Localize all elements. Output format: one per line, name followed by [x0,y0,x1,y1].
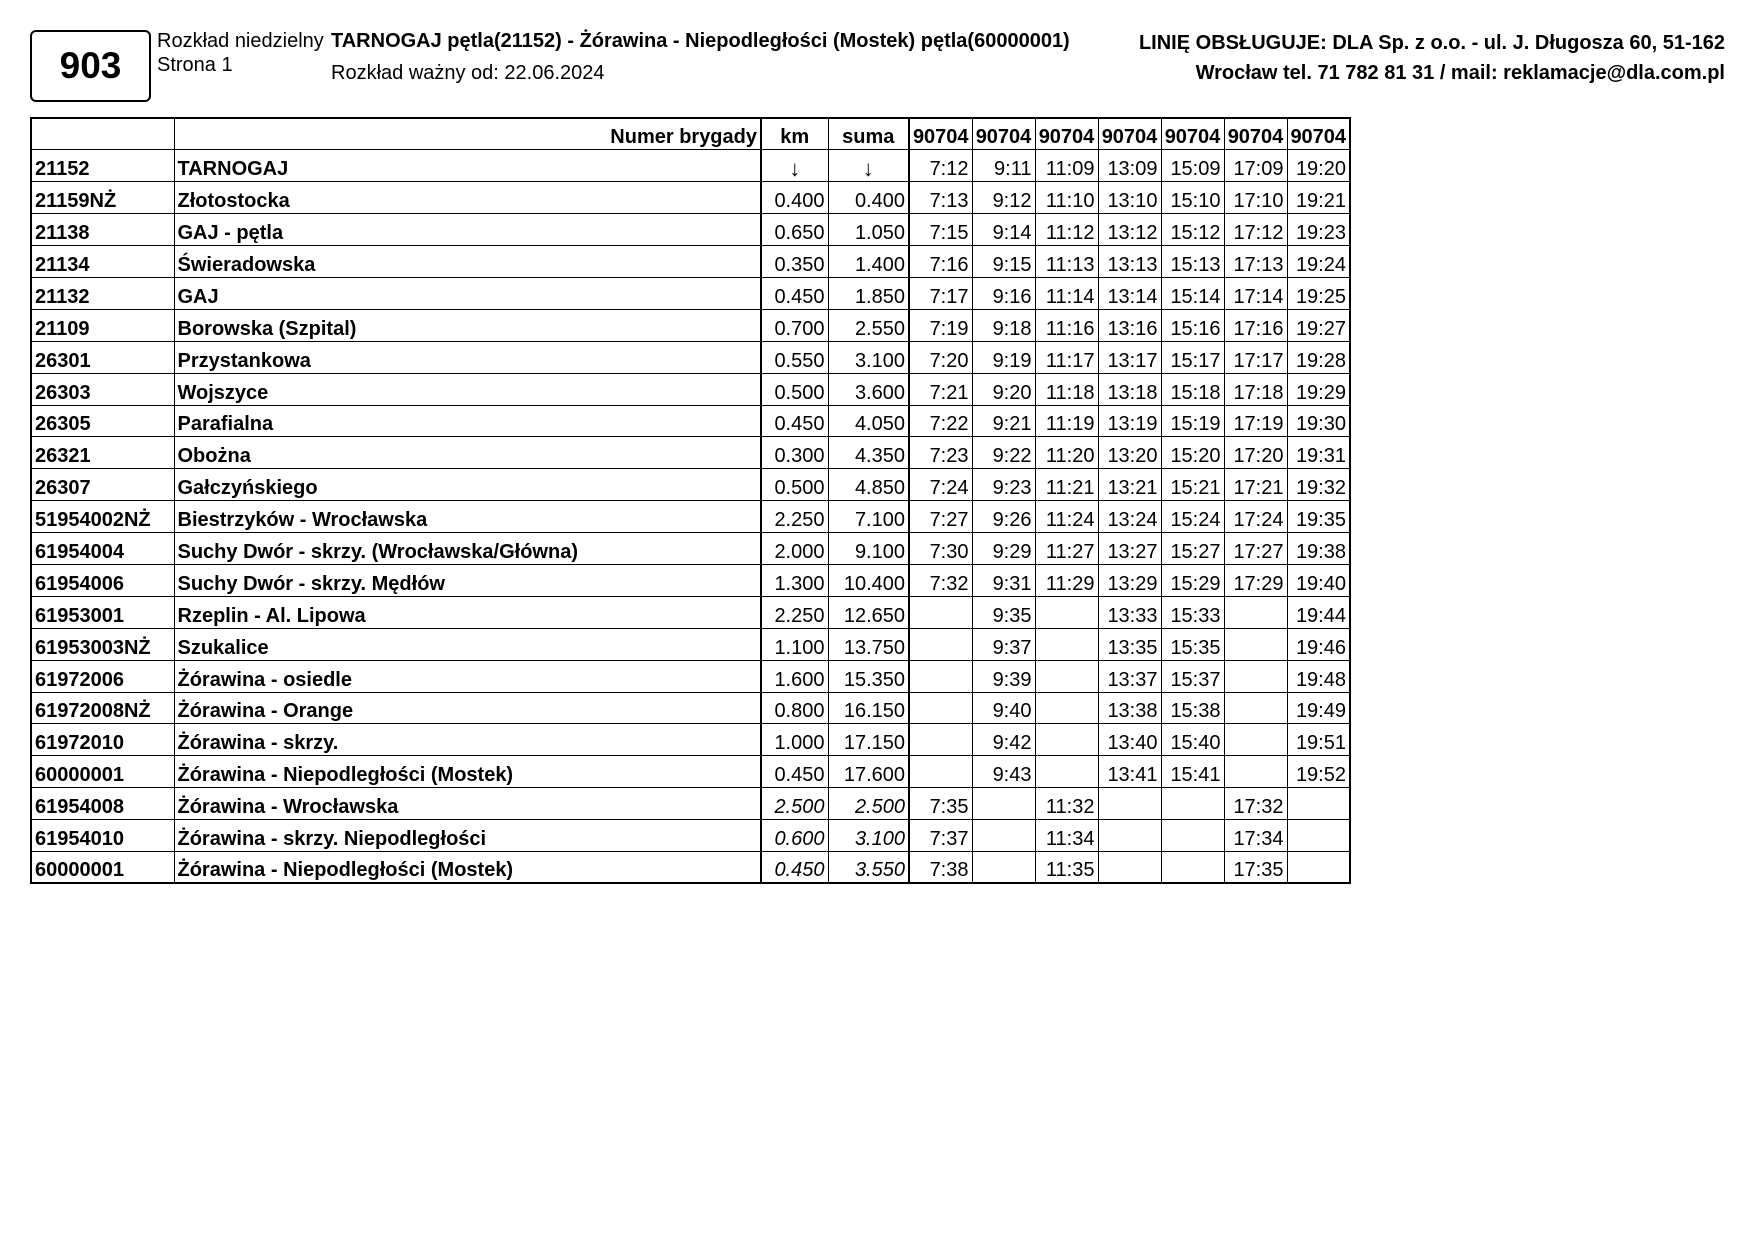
departure-time: 9:31 [972,564,1035,596]
distance-sum: 2.550 [828,309,909,341]
departure-time: 7:13 [909,182,972,214]
departure-time: 11:12 [1035,214,1098,246]
departure-time [1224,628,1287,660]
departure-time [1035,628,1098,660]
departure-time: 17:32 [1224,788,1287,820]
distance-km: 1.100 [761,628,828,660]
departure-time: 7:24 [909,469,972,501]
departure-time: 17:13 [1224,246,1287,278]
table-row [31,501,1350,533]
stop-code: 26321 [31,437,174,469]
stop-name: Szukalice [174,628,761,660]
departure-time: 9:26 [972,501,1035,533]
distance-km: 0.800 [761,692,828,724]
departure-time: 17:09 [1224,150,1287,182]
distance-sum: 4.350 [828,437,909,469]
stop-code: 26305 [31,405,174,437]
departure-time: 15:41 [1161,756,1224,788]
departure-time [1224,692,1287,724]
distance-sum: 1.850 [828,277,909,309]
departure-time: 19:49 [1287,692,1350,724]
brigade-number: 90704 [1287,118,1350,150]
distance-sum: 2.500 [828,788,909,820]
departure-time: 9:11 [972,150,1035,182]
departure-time: 11:16 [1035,309,1098,341]
departure-time: 13:20 [1098,437,1161,469]
distance-km: 0.500 [761,373,828,405]
departure-time: 7:35 [909,788,972,820]
stop-name: TARNOGAJ [174,150,761,182]
table-row [31,724,1350,756]
departure-time: 13:21 [1098,469,1161,501]
distance-sum: 9.100 [828,533,909,565]
stop-name: Żórawina - skrzy. [174,724,761,756]
stop-name: Biestrzyków - Wrocławska [174,501,761,533]
brigade-number: 90704 [1224,118,1287,150]
stop-code: 51954002NŻ [31,501,174,533]
departure-time: 7:16 [909,246,972,278]
line-number: 903 [59,45,122,86]
stop-code: 26303 [31,373,174,405]
departure-time: 13:40 [1098,724,1161,756]
departure-time: 7:12 [909,150,972,182]
departure-time [1035,660,1098,692]
table-row [31,851,1350,883]
table-row [31,309,1350,341]
stop-name: Borowska (Szpital) [174,309,761,341]
departure-time: 11:17 [1035,341,1098,373]
distance-km: 0.450 [761,851,828,883]
brigade-number: 90704 [1161,118,1224,150]
departure-time [909,660,972,692]
departure-time: 19:40 [1287,564,1350,596]
stop-name: Żórawina - skrzy. Niepodległości [174,820,761,852]
departure-time: 15:12 [1161,214,1224,246]
stop-code: 26307 [31,469,174,501]
departure-time: 15:33 [1161,596,1224,628]
distance-sum: 16.150 [828,692,909,724]
departure-time: 17:10 [1224,182,1287,214]
brigade-number: 90704 [1098,118,1161,150]
down-arrow-icon: ↓ [828,150,909,182]
departure-time [1224,724,1287,756]
stop-name: GAJ [174,277,761,309]
departure-time: 13:19 [1098,405,1161,437]
brigade-number-label: Numer brygady [174,118,761,150]
departure-time: 15:17 [1161,341,1224,373]
departure-time: 11:13 [1035,246,1098,278]
departure-time: 15:38 [1161,692,1224,724]
departure-time: 15:37 [1161,660,1224,692]
departure-time: 15:27 [1161,533,1224,565]
km-column-header: km [761,118,828,150]
departure-time: 17:17 [1224,341,1287,373]
stop-code: 21152 [31,150,174,182]
distance-km: 0.650 [761,214,828,246]
header-blank [31,118,174,150]
departure-time: 17:21 [1224,469,1287,501]
departure-time: 19:25 [1287,277,1350,309]
table-row [31,341,1350,373]
departure-time: 17:20 [1224,437,1287,469]
distance-km: 0.450 [761,277,828,309]
stop-name: Żórawina - Niepodległości (Mostek) [174,851,761,883]
distance-km: 0.550 [761,341,828,373]
departure-time: 19:31 [1287,437,1350,469]
departure-time: 19:27 [1287,309,1350,341]
departure-time [972,820,1035,852]
departure-time: 7:21 [909,373,972,405]
departure-time [1224,660,1287,692]
departure-time: 13:41 [1098,756,1161,788]
departure-time: 11:18 [1035,373,1098,405]
distance-km: 1.300 [761,564,828,596]
stop-name: Złotostocka [174,182,761,214]
departure-time [1161,851,1224,883]
brigade-number: 90704 [1035,118,1098,150]
table-row [31,756,1350,788]
table-row [31,628,1350,660]
distance-km: 0.500 [761,469,828,501]
table-row [31,182,1350,214]
departure-time: 19:28 [1287,341,1350,373]
distance-sum: 15.350 [828,660,909,692]
departure-time: 13:10 [1098,182,1161,214]
departure-time: 17:35 [1224,851,1287,883]
departure-time: 11:09 [1035,150,1098,182]
departure-time: 13:35 [1098,628,1161,660]
distance-km: 0.350 [761,246,828,278]
stop-code: 21134 [31,246,174,278]
distance-sum: 3.550 [828,851,909,883]
departure-time: 19:32 [1287,469,1350,501]
distance-sum: 3.100 [828,820,909,852]
distance-km: 0.300 [761,437,828,469]
departure-time: 13:38 [1098,692,1161,724]
departure-time: 7:38 [909,851,972,883]
departure-time [909,692,972,724]
departure-time: 17:24 [1224,501,1287,533]
departure-time: 17:34 [1224,820,1287,852]
departure-time: 15:35 [1161,628,1224,660]
brigade-number: 90704 [972,118,1035,150]
departure-time: 19:30 [1287,405,1350,437]
departure-time: 13:14 [1098,277,1161,309]
distance-km: 0.700 [761,309,828,341]
departure-time: 11:14 [1035,277,1098,309]
distance-sum: 1.400 [828,246,909,278]
departure-time: 7:23 [909,437,972,469]
departure-time: 9:18 [972,309,1035,341]
departure-time: 17:18 [1224,373,1287,405]
distance-km: 2.500 [761,788,828,820]
table-row [31,373,1350,405]
departure-time: 7:37 [909,820,972,852]
departure-time [909,596,972,628]
departure-time: 11:10 [1035,182,1098,214]
departure-time [1035,756,1098,788]
departure-time: 9:16 [972,277,1035,309]
departure-time: 13:09 [1098,150,1161,182]
distance-km: 0.450 [761,756,828,788]
stop-code: 21132 [31,277,174,309]
table-row [31,437,1350,469]
departure-time [909,756,972,788]
departure-time [909,628,972,660]
departure-time: 11:32 [1035,788,1098,820]
departure-time: 17:16 [1224,309,1287,341]
departure-time: 19:46 [1287,628,1350,660]
table-row [31,533,1350,565]
departure-time: 15:40 [1161,724,1224,756]
operator-info-line1: LINIĘ OBSŁUGUJE: DLA Sp. z o.o. - ul. J. Długosza 60, 51-162 [1138,32,1725,54]
stop-name: Żórawina - Wrocławska [174,788,761,820]
stop-name: Suchy Dwór - skrzy. (Wrocławska/Główna) [174,533,761,565]
stop-name: Obożna [174,437,761,469]
departure-time: 9:35 [972,596,1035,628]
distance-sum: 13.750 [828,628,909,660]
departure-time: 15:16 [1161,309,1224,341]
stop-name: Świeradowska [174,246,761,278]
distance-km: 0.600 [761,820,828,852]
stop-code: 21109 [31,309,174,341]
stop-code: 61954004 [31,533,174,565]
stop-name: Gałczyńskiego [174,469,761,501]
distance-sum: 10.400 [828,564,909,596]
departure-time: 17:27 [1224,533,1287,565]
stop-code: 26301 [31,341,174,373]
departure-time: 9:40 [972,692,1035,724]
distance-sum: 1.050 [828,214,909,246]
departure-time: 7:32 [909,564,972,596]
table-row [31,820,1350,852]
departure-time: 7:27 [909,501,972,533]
table-header-row [31,118,1350,150]
departure-time: 9:23 [972,469,1035,501]
departure-time [1224,756,1287,788]
distance-sum: 3.100 [828,341,909,373]
departure-time [1224,596,1287,628]
table-row [31,692,1350,724]
distance-km: 2.000 [761,533,828,565]
departure-time: 9:20 [972,373,1035,405]
stop-code: 61972010 [31,724,174,756]
departure-time: 15:29 [1161,564,1224,596]
departure-time [909,724,972,756]
stop-code: 61953003NŻ [31,628,174,660]
departure-time: 13:12 [1098,214,1161,246]
distance-sum: 0.400 [828,182,909,214]
departure-time: 11:34 [1035,820,1098,852]
departure-time: 13:37 [1098,660,1161,692]
departure-time [1098,851,1161,883]
distance-sum: 17.600 [828,756,909,788]
distance-km: 2.250 [761,501,828,533]
table-row [31,660,1350,692]
stop-code: 61954006 [31,564,174,596]
departure-time: 9:43 [972,756,1035,788]
stop-code: 61954008 [31,788,174,820]
departure-time: 13:18 [1098,373,1161,405]
table-row [31,405,1350,437]
departure-time: 9:22 [972,437,1035,469]
distance-sum: 4.850 [828,469,909,501]
departure-time: 15:20 [1161,437,1224,469]
table-row [31,596,1350,628]
departure-time: 15:13 [1161,246,1224,278]
departure-time [1287,851,1350,883]
departure-time: 13:16 [1098,309,1161,341]
table-row [31,150,1350,182]
departure-time: 9:19 [972,341,1035,373]
stop-name: Rzeplin - Al. Lipowa [174,596,761,628]
departure-time [1161,820,1224,852]
distance-km: 1.600 [761,660,828,692]
stop-name: Żórawina - osiedle [174,660,761,692]
stop-code: 61953001 [31,596,174,628]
departure-time: 15:18 [1161,373,1224,405]
distance-sum: 4.050 [828,405,909,437]
stop-code: 21138 [31,214,174,246]
departure-time: 9:12 [972,182,1035,214]
line-number-badge [30,30,151,102]
stop-code: 60000001 [31,756,174,788]
table-row [31,564,1350,596]
distance-km: 0.450 [761,405,828,437]
departure-time: 19:24 [1287,246,1350,278]
departure-time: 19:20 [1287,150,1350,182]
departure-time: 19:52 [1287,756,1350,788]
departure-time: 7:30 [909,533,972,565]
departure-time [1287,820,1350,852]
sum-column-header: suma [828,118,909,150]
departure-time: 9:15 [972,246,1035,278]
departure-time: 19:38 [1287,533,1350,565]
departure-time: 15:10 [1161,182,1224,214]
departure-time: 7:22 [909,405,972,437]
departure-time: 15:09 [1161,150,1224,182]
distance-sum: 17.150 [828,724,909,756]
table-row [31,277,1350,309]
stop-code: 61972008NŻ [31,692,174,724]
stop-name: GAJ - pętla [174,214,761,246]
departure-time [1098,788,1161,820]
departure-time [1287,788,1350,820]
departure-time: 11:24 [1035,501,1098,533]
departure-time: 13:33 [1098,596,1161,628]
stop-name: Parafialna [174,405,761,437]
departure-time: 19:35 [1287,501,1350,533]
departure-time: 17:19 [1224,405,1287,437]
stop-code: 60000001 [31,851,174,883]
table-row [31,246,1350,278]
table-row [31,788,1350,820]
table-row [31,214,1350,246]
departure-time: 11:27 [1035,533,1098,565]
departure-time [972,788,1035,820]
departure-time: 17:14 [1224,277,1287,309]
departure-time: 13:17 [1098,341,1161,373]
table-row [31,469,1350,501]
stop-name: Wojszyce [174,373,761,405]
departure-time: 15:14 [1161,277,1224,309]
departure-time [1035,724,1098,756]
departure-time: 13:24 [1098,501,1161,533]
departure-time: 17:29 [1224,564,1287,596]
page-number: Strona 1 [157,54,233,76]
stop-code: 61972006 [31,660,174,692]
departure-time: 9:39 [972,660,1035,692]
departure-time: 13:27 [1098,533,1161,565]
departure-time: 19:21 [1287,182,1350,214]
valid-from: Rozkład ważny od: 22.06.2024 [331,62,605,84]
departure-time: 13:29 [1098,564,1161,596]
stop-name: Przystankowa [174,341,761,373]
departure-time [972,851,1035,883]
departure-time: 19:29 [1287,373,1350,405]
schedule-type: Rozkład niedzielny [157,30,324,52]
departure-time: 7:19 [909,309,972,341]
departure-time: 15:24 [1161,501,1224,533]
departure-time: 17:12 [1224,214,1287,246]
timetable [30,117,1351,884]
departure-time: 7:17 [909,277,972,309]
distance-km: 0.400 [761,182,828,214]
departure-time: 19:23 [1287,214,1350,246]
stop-code: 21159NŻ [31,182,174,214]
distance-sum: 3.600 [828,373,909,405]
operator-info-line2: Wrocław tel. 71 782 81 31 / mail: reklamacje@dla.com.pl [1195,62,1725,84]
departure-time: 11:21 [1035,469,1098,501]
departure-time: 9:21 [972,405,1035,437]
departure-time: 19:48 [1287,660,1350,692]
stop-code: 61954010 [31,820,174,852]
departure-time: 11:20 [1035,437,1098,469]
brigade-number: 90704 [909,118,972,150]
distance-sum: 12.650 [828,596,909,628]
departure-time [1035,596,1098,628]
down-arrow-icon: ↓ [761,150,828,182]
departure-time: 19:51 [1287,724,1350,756]
stop-name: Żórawina - Niepodległości (Mostek) [174,756,761,788]
departure-time: 13:13 [1098,246,1161,278]
departure-time: 19:44 [1287,596,1350,628]
stop-name: Suchy Dwór - skrzy. Mędłów [174,564,761,596]
departure-time [1098,820,1161,852]
departure-time: 15:19 [1161,405,1224,437]
departure-time: 11:29 [1035,564,1098,596]
stop-name: Żórawina - Orange [174,692,761,724]
route-title: TARNOGAJ pętla(21152) - Żórawina - Niepodległości (Mostek) pętla(60000001) [331,30,1070,52]
departure-time: 9:37 [972,628,1035,660]
distance-sum: 7.100 [828,501,909,533]
departure-time: 9:42 [972,724,1035,756]
departure-time: 9:14 [972,214,1035,246]
distance-km: 1.000 [761,724,828,756]
departure-time: 11:35 [1035,851,1098,883]
departure-time [1035,692,1098,724]
departure-time: 15:21 [1161,469,1224,501]
departure-time: 7:20 [909,341,972,373]
distance-km: 2.250 [761,596,828,628]
departure-time: 7:15 [909,214,972,246]
departure-time [1161,788,1224,820]
departure-time: 11:19 [1035,405,1098,437]
departure-time: 9:29 [972,533,1035,565]
